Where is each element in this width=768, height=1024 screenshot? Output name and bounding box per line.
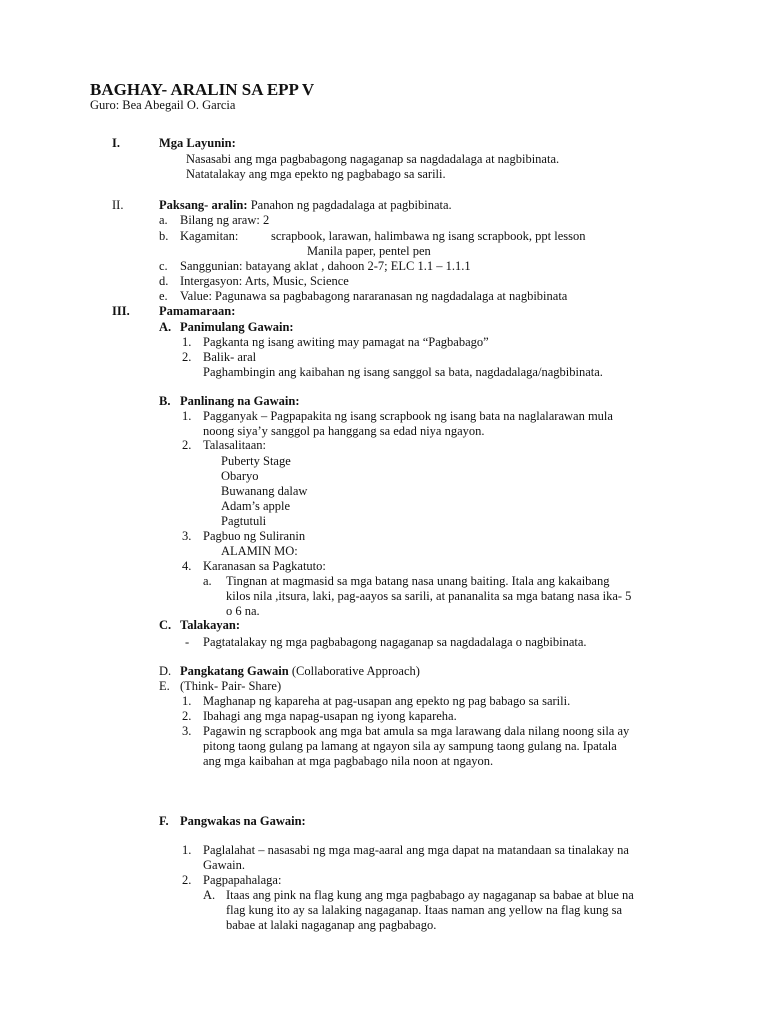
list-item: Kagamitan: [180,229,239,243]
subsection-heading-line [180,664,420,679]
list-item-continuation: noong siya’y sanggol pa hanggang sa edad niya ngayon. [203,424,485,438]
section-2-topic: Panahon ng pagdadalaga at pagbibinata. [250,198,452,212]
subsection-marker: C. [159,618,172,632]
list-item: Pagbuo ng Suliranin [203,529,306,543]
vocabulary-word: Obaryo [221,469,259,483]
list-marker: 2. [182,873,192,887]
list-marker: 1. [182,335,192,349]
subsection-heading: Talakayan: [180,618,240,632]
list-item-continuation: flag kung ito ay sa lalaking nagaganap. Itaas naman ang yellow na flag kung sa [226,903,623,917]
section-1-number: I. [112,136,120,150]
list-item-continuation: Paghambingin ang kaibahan ng isang sanggol sa bata, nagdadalaga/nagbibinata. [203,365,603,379]
section-2-number: II. [112,198,124,212]
list-item-continuation: babae at lalaki nagaganap ang pagbabago. [226,918,437,932]
list-item: Balik- aral [203,350,257,364]
subsection-marker: B. [159,394,171,408]
list-item: Sanggunian: batayang aklat , dahoon 2-7; ELC 1.1 – 1.1.1 [180,259,471,273]
dash-marker: - [185,635,190,649]
list-item: Pagganyak – Pagpapakita ng isang scrapbook ng isang bata na naglalarawan mula [203,409,613,423]
subsection-marker: E. [159,679,170,693]
list-marker: a. [159,213,168,227]
list-marker: 1. [182,409,192,423]
list-marker: a. [203,574,212,588]
list-marker: 2. [182,709,192,723]
list-marker: b. [159,229,169,243]
vocabulary-word: Adam’s apple [221,499,291,513]
subsection-heading: Pangkatang Gawain [180,664,289,678]
section-3-number: III. [112,304,130,318]
materials-value: scrapbook, larawan, halimbawa ng isang scrapbook, ppt lesson [271,229,586,243]
list-item-continuation: pitong taong gulang pa lamang at ngayon sila ay sampung taong gulang na. Ipatala [203,739,617,753]
vocabulary-word: Buwanang dalaw [221,484,308,498]
list-marker: 1. [182,843,192,857]
list-marker: A. [203,888,216,902]
list-item: Karanasan sa Pagkatuto: [203,559,326,573]
list-item: Paglalahat – nasasabi ng mga mag-aaral ang mga dapat na matandaan sa tinalakay na [203,843,629,857]
list-marker: 2. [182,438,192,452]
subsection-marker: F. [159,814,169,828]
list-marker: 3. [182,529,192,543]
list-marker: d. [159,274,169,288]
list-item: Maghanap ng kapareha at pag-usapan ang epekto ng pag babago sa sarili. [203,694,571,708]
teacher-name: Guro: Bea Abegail O. Garcia [90,98,236,112]
vocabulary-word: Pagtutuli [221,514,267,528]
section-2-heading-line [159,198,452,213]
materials-value: Manila paper, pentel pen [307,244,431,258]
vocabulary-word: Puberty Stage [221,454,291,468]
list-marker: c. [159,259,168,273]
list-marker: e. [159,289,168,303]
list-item: Bilang ng araw: 2 [180,213,270,227]
list-item-continuation: ang mga kaibahan at mga pagbabago nila noon at ngayon. [203,754,494,768]
list-marker: 3. [182,724,192,738]
objective-line: Nasasabi ang mga pagbabagong nagaganap sa nagdadalaga at nagbibinata. [186,152,560,166]
list-item: Talasalitaan: [203,438,266,452]
list-item: Value: Pagunawa sa pagbabagong nararanasan ng nagdadalaga at nagbibinata [180,289,568,303]
section-3-heading: Pamamaraan: [159,304,236,318]
list-item: Tingnan at magmasid sa mga batang nasa unang baiting. Itala ang kakaibang [226,574,610,588]
document-title: BAGHAY- ARALIN SA EPP V [90,80,315,99]
subsection-marker: D. [159,664,172,678]
subsection-heading: Panlinang na Gawain: [180,394,300,408]
list-item-sub: ALAMIN MO: [221,544,298,558]
list-item: Intergasyon: Arts, Music, Science [180,274,349,288]
list-item: Pagtatalakay ng mga pagbabagong nagaganap sa nagdadalaga o nagbibinata. [203,635,587,649]
list-item: Pagawin ng scrapbook ang mga bat amula sa mga larawang dala nilang noong sila ay [203,724,630,738]
list-marker: 2. [182,350,192,364]
list-item-continuation: o 6 na. [226,604,260,618]
list-item: Itaas ang pink na flag kung ang mga pagbabago ay nagaganap sa babae at blue na [226,888,634,902]
list-item: Pagkanta ng isang awiting may pamagat na “Pagbabago” [203,335,489,349]
subsection-heading: Pangwakas na Gawain: [180,814,306,828]
section-2-heading: Paksang- aralin: [159,198,248,212]
subsection-heading: Panimulang Gawain: [180,320,294,334]
objective-line: Natatalakay ang mga epekto ng pagbabago sa sarili. [186,167,446,181]
subsection-text: (Think- Pair- Share) [180,679,282,693]
subsection-approach: (Collaborative Approach) [291,664,420,678]
list-item-continuation: kilos nila ,itsura, laki, pag-aayos sa sarili, at pananalita sa mga batang nasa ika- 5 [226,589,632,603]
section-1-heading: Mga Layunin: [159,136,236,150]
subsection-marker: A. [159,320,172,334]
list-item-continuation: Gawain. [203,858,245,872]
list-item: Ibahagi ang mga napag-usapan ng iyong kapareha. [203,709,457,723]
list-item: Pagpapahalaga: [203,873,282,887]
list-marker: 1. [182,694,192,708]
list-marker: 4. [182,559,192,573]
